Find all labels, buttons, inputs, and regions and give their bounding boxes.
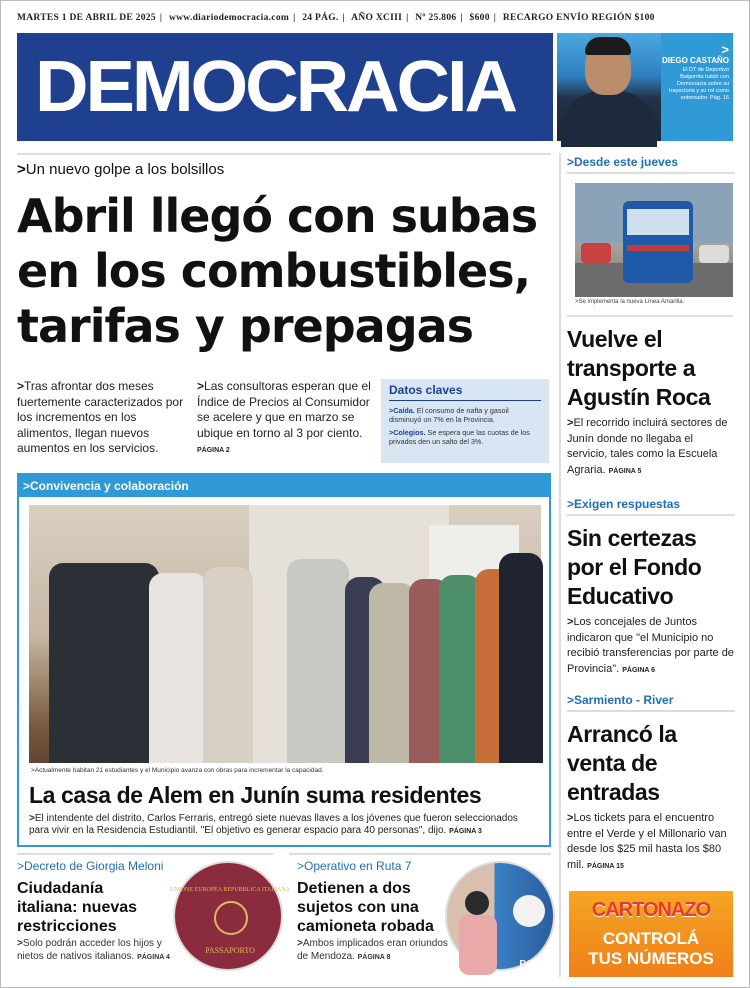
side-kicker: >Exigen respuestas	[567, 497, 735, 516]
passport-bottom-text: PASSAPORTO	[205, 946, 255, 955]
passport-top-text: UNIONE EUROPEA REPUBBLICA ITALIANA	[169, 887, 291, 893]
issue-year: AÑO XCIII	[351, 13, 403, 23]
issue-price: $600	[469, 13, 490, 23]
issue-info-bar: MARTES 1 DE ABRIL DE 2025 | www.diariodemocracia.com | 24 PÁG. | AÑO XCIII | Nº 25.806 | $600 | RECARGO ENVÍO REGIÓN $100	[17, 13, 655, 23]
sidebar-divider	[559, 153, 561, 977]
issue-number: Nº 25.806	[415, 13, 457, 23]
side-body: >Los concejales de Juntos indicaron que "el Municipio no recibió transferencias por parte de Provincia". PÁGINA 6	[567, 616, 734, 675]
story-body: >Ambos implicados eran oriundos de Mendoza. PÁGINA 8	[297, 938, 448, 962]
main-kicker: >Un nuevo golpe a los bolsillos	[17, 161, 225, 178]
divider	[17, 853, 273, 855]
promo-desc: El DT de Deportivo Baigorrita habló con Democracia sobre su trayectoria y su rol como entrenador. Pág. 16	[669, 67, 729, 101]
feature-kicker: >Convivencia y colaboración	[19, 475, 549, 497]
promo-box[interactable]	[557, 33, 733, 141]
cartonazo-ad[interactable]	[569, 891, 733, 977]
feature-story[interactable]	[17, 473, 551, 847]
key-data-item: >Colegios. Se espera que las cuotas de los privados den un salto del 3%.	[389, 428, 530, 446]
story-kicker: >Decreto de Giorgia Meloni	[17, 859, 164, 873]
ad-line: CONTROLÁ	[602, 929, 700, 948]
police-badge-text: POLI	[519, 959, 543, 970]
feature-title[interactable]: La casa de Alem en Junín suma residentes	[29, 782, 482, 808]
side-kicker: >Desde este jueves	[567, 155, 735, 174]
side-story-transport-text[interactable]	[567, 325, 735, 479]
issue-date: MARTES 1 DE ABRIL DE 2025	[17, 13, 156, 23]
bus-photo	[575, 183, 733, 297]
side-kicker: >Sarmiento - River	[567, 693, 735, 712]
story-title: Detienen a dos sujetos con una camioneta robada	[297, 880, 434, 935]
story-italian-citizenship[interactable]	[17, 859, 177, 979]
promo-name: DIEGO CASTAÑO	[662, 56, 729, 65]
side-body: >El recorrido incluirá sectores de Junín donde no llegaba el servicio, tales como la Escuela Agraria. PÁGINA 5	[567, 417, 728, 476]
ad-line: TUS NÚMEROS	[588, 949, 714, 968]
promo-photo	[557, 33, 661, 141]
main-col-2: >Las consultoras esperan que el Índice de Precios al Consumidor se acelere y que en marzo se ubique en torno al 3 por ciento. PÁGINA 2	[197, 379, 371, 454]
side-story-transport[interactable]	[567, 155, 735, 174]
bus-caption: >Se implementa la nueva Línea Amarilla.	[575, 299, 685, 305]
ad-title: CARTONAZO	[591, 899, 711, 921]
story-body: >Solo podrán acceder los hijos y nietos de nativos italianos. PÁGINA 4	[17, 938, 170, 962]
police-image	[445, 861, 555, 971]
side-title: Sin certezas por el Fondo Educativo	[567, 525, 702, 609]
feature-caption: >Actualmente habitan 21 estudiantes y el Municipio avanza con obras para incrementar la capacidad.	[31, 767, 324, 774]
side-body: >Los tickets para el encuentro entre el Verde y el Millonario van desde los $25 mil hasta los $80 mil. PÁGINA 15	[567, 812, 727, 871]
main-headline[interactable]: Abril llegó con subas en los combustibles, tarifas y prepagas	[17, 189, 538, 353]
side-title: Vuelve el transporte a Agustín Roca	[567, 326, 711, 410]
key-data-box	[381, 379, 549, 463]
issue-surcharge: RECARGO ENVÍO REGIÓN $100	[502, 13, 655, 23]
side-story-fondo[interactable]	[567, 497, 735, 678]
issue-site[interactable]: www.diariodemocracia.com	[168, 13, 290, 23]
main-col-1: >Tras afrontar dos meses fuertemente caracterizados por los incrementos en los alimentos, llegan nuevos aumentos en los servicios.	[17, 379, 184, 455]
divider	[17, 153, 551, 155]
story-stolen-truck[interactable]	[297, 859, 455, 979]
feature-photo	[29, 505, 541, 763]
masthead	[17, 33, 553, 141]
passport-image	[169, 861, 291, 971]
issue-pages: 24 PÁG.	[302, 13, 339, 23]
divider	[289, 853, 551, 855]
story-title: Ciudadanía italiana: nuevas restricciones	[17, 880, 138, 935]
newspaper-logo[interactable]: DEMOCRACIA	[35, 47, 515, 127]
story-kicker: >Operativo en Ruta 7	[297, 859, 412, 873]
chevron-right-icon: >	[721, 42, 729, 57]
key-data-title: Datos claves	[389, 383, 541, 401]
feature-body: >El intendente del distrito, Carlos Ferraris, entregó siete nuevas llaves a los jóvenes que fueron seleccionados para vivir en la Residencia Estudiantil. "El objetivo es generar espacio para 40 personas", dijo. PÁGINA 3	[29, 813, 518, 836]
side-story-tickets[interactable]	[567, 693, 735, 874]
key-data-item: >Caída. El consumo de nafta y gasoil disminuyó un 7% en la Provincia.	[389, 406, 509, 424]
side-title: Arrancó la venta de entradas	[567, 721, 677, 805]
promo-text	[661, 43, 729, 102]
divider	[567, 315, 733, 317]
